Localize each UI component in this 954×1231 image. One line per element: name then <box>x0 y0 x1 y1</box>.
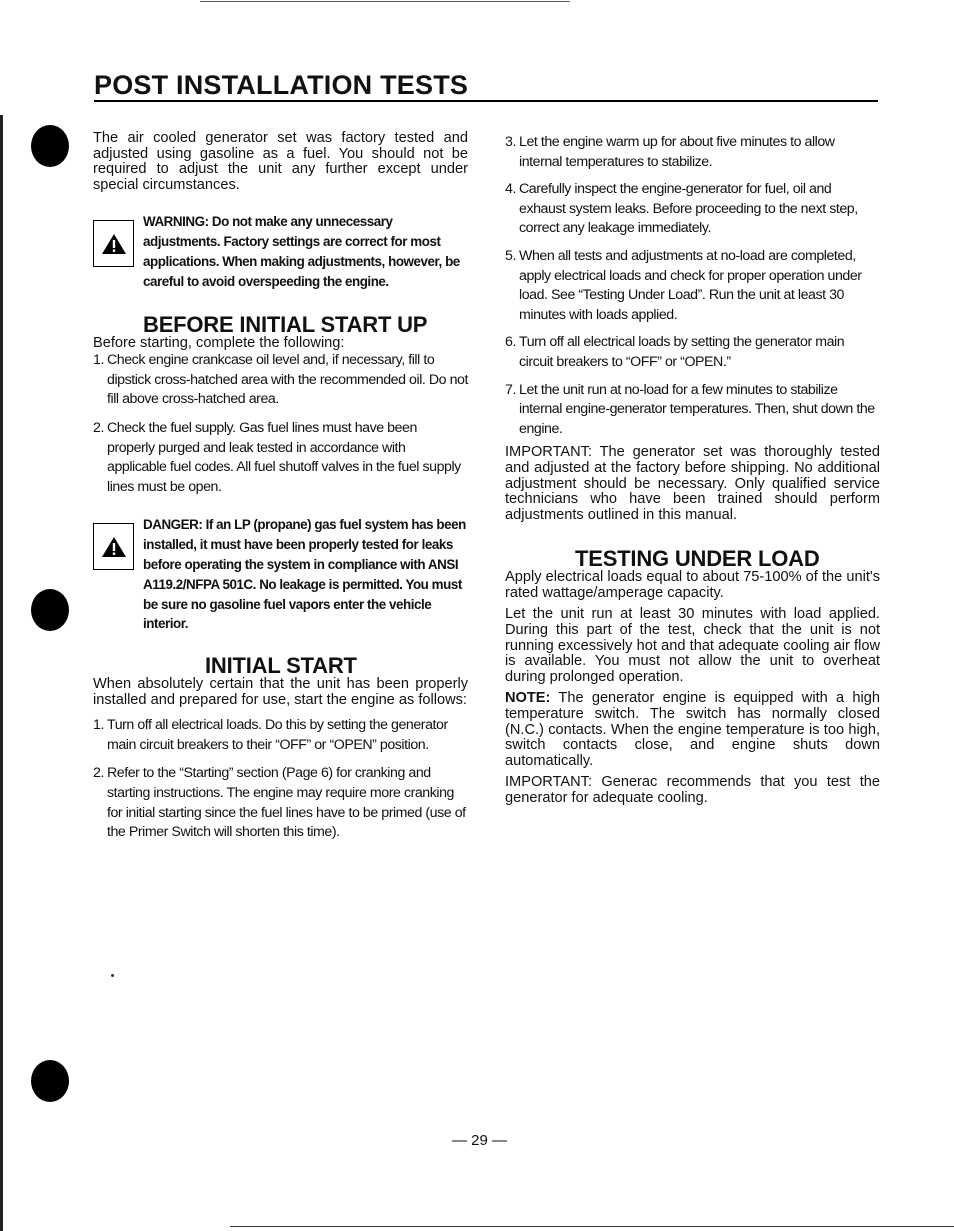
danger-triangle-icon <box>93 523 134 570</box>
list-item: 6. Turn off all electrical loads by setting the generator main circuit breakers to “OFF” or “OPEN.” <box>505 334 845 370</box>
note-label: NOTE: <box>505 690 551 707</box>
danger-callout <box>93 515 468 634</box>
testing-paragraph-1: Apply electrical loads equal to about 75-100% of the unit's rated wattage/amperage capacity. <box>505 569 880 601</box>
list-item: 5. When all tests and adjustments at no-load are completed, apply electrical loads and check for proper operation under load. See “Testing Under Load”. Run the unit at least 30 minutes with loads applied. <box>505 247 862 323</box>
scan-speck <box>111 974 114 977</box>
initial-start-heading: INITIAL START <box>205 653 357 679</box>
intro-paragraph: The air cooled generator set was factory tested and adjusted using gasoline as a fuel. You should not be required to adjust the unit any further except under special circumstances. <box>93 130 468 193</box>
list-item: 2. Refer to the “Starting” section (Page 6) for cranking and starting instructions. The engine may require more cranking for initial starting since the fuel lines have to be primed (use of the Primer Switch will shorten this time). <box>93 765 466 841</box>
note-paragraph <box>505 691 880 769</box>
right-column <box>505 133 880 807</box>
before-intro: Before starting, complete the following: <box>93 334 345 351</box>
punch-hole <box>31 125 69 167</box>
list-item: 2. Check the fuel supply. Gas fuel lines must have been properly purged and leak tested in accordance with applicable fuel codes. All fuel shutoff valves in the fuel supply lines must be open. <box>93 419 461 495</box>
continued-list <box>505 133 880 439</box>
danger-text: DANGER: If an LP (propane) gas fuel system has been installed, it must have been properly tested for leaks before operating the system in compliance with ANSI A119.2/NFPA 501C. No leakage is permitted. You must be sure no gasoline fuel vapors enter the vehicle interior. <box>143 517 466 632</box>
testing-paragraph-2: Let the unit run at least 30 minutes with load applied. During this part of the test, check that the unit is not running excessively hot and that adequate cooling air flow is available. You must not allow the unit to overheat during prolonged operation. <box>505 606 880 685</box>
page-number: — 29 — <box>452 1132 508 1149</box>
scan-left-edge <box>0 115 3 1231</box>
punch-hole <box>31 1060 69 1102</box>
title-rule <box>94 100 878 102</box>
before-initial-start-heading: BEFORE INITIAL START UP <box>143 311 428 337</box>
list-item: 1. Check engine crankcase oil level and, if necessary, fill to dipstick cross-hatched area with the recommended oil. Do not fill above cross-hatched area. <box>93 352 468 408</box>
before-list <box>93 351 468 497</box>
page-title: POST INSTALLATION TESTS <box>94 70 469 100</box>
testing-under-load-heading: TESTING UNDER LOAD <box>575 546 820 572</box>
important-cooling-paragraph: IMPORTANT: Generac recommends that you test the generator for adequate cooling. <box>505 774 880 806</box>
list-item: 3. Let the engine warm up for about five minutes to allow internal temperatures to stabilize. <box>505 134 835 170</box>
warning-text: WARNING: Do not make any unnecessary adjustments. Factory settings are correct for most applications. When making adjustments, however, be careful to avoid overspeeding the engine. <box>143 214 460 289</box>
scan-bottom-rule <box>230 1226 954 1227</box>
list-item: 1. Turn off all electrical loads. Do this by setting the generator main circuit breakers to their “OFF” or “OPEN” position. <box>93 717 448 753</box>
initial-intro: When absolutely certain that the unit has been properly installed and prepared for use, start the engine as follows: <box>93 676 468 708</box>
list-item: 7. Let the unit run at no-load for a few minutes to stabilize internal engine-generator temperatures. Then, shut down the engine. <box>505 381 875 437</box>
note-text: The generator engine is equipped with a high temperature switch. The switch has normally closed (N.C.) contacts. When the engine temperature is too high, switch contacts close, and engine shuts down automatically. <box>505 690 880 769</box>
list-item: 4. Carefully inspect the engine-generator for fuel, oil and exhaust system leaks. Before proceeding to the next step, correct any leakage immediately. <box>505 181 858 237</box>
left-column <box>93 131 468 843</box>
important-paragraph: IMPORTANT: The generator set was thoroughly tested and adjusted at the factory before shipping. No additional adjustment should be necessary. Only qualified service technicians who have been trained should perform adjustments outlined in this manual. <box>505 444 880 523</box>
warning-triangle-icon <box>93 220 134 267</box>
warning-callout <box>93 212 468 291</box>
initial-list <box>93 716 468 843</box>
punch-hole <box>31 589 69 631</box>
scan-top-rule <box>200 1 570 2</box>
